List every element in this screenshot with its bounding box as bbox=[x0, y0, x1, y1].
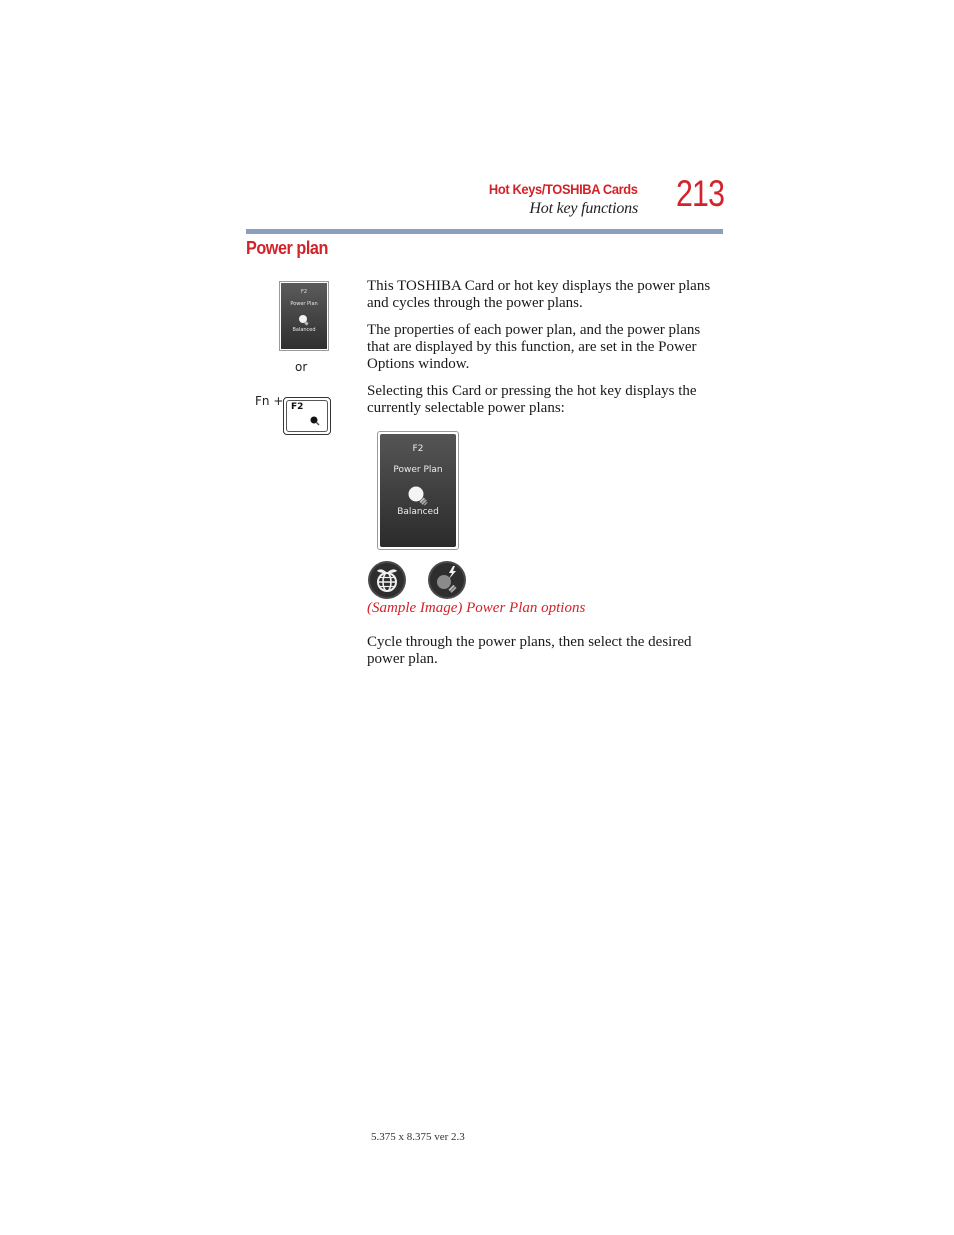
f2-key-image bbox=[283, 397, 331, 435]
fn-label: Fn + bbox=[255, 394, 284, 408]
bulb-icon bbox=[407, 485, 429, 507]
figure-caption: (Sample Image) Power Plan options bbox=[367, 600, 586, 616]
power-plan-card-thumbnail bbox=[279, 281, 329, 351]
high-performance-bulb-icon bbox=[427, 560, 467, 600]
footer-version: 5.375 x 8.375 ver 2.3 bbox=[371, 1131, 465, 1143]
eco-globe-icon bbox=[367, 560, 407, 600]
card-key-label: F2 bbox=[300, 289, 308, 295]
bulb-icon bbox=[309, 415, 321, 427]
paragraph-closing: Cycle through the power plans, then select the desired power plan. bbox=[367, 634, 692, 667]
section-title: Power plan bbox=[246, 238, 328, 258]
bulb-icon bbox=[298, 314, 310, 326]
header-rule bbox=[246, 229, 723, 234]
page-number: 213 bbox=[676, 173, 725, 214]
card-mode: Balanced bbox=[292, 327, 316, 333]
card-title: Power Plan bbox=[290, 301, 318, 307]
card-key-label: F2 bbox=[412, 444, 424, 454]
paragraph-intro: This TOSHIBA Card or hot key displays the power plans and cycles through the power plans. bbox=[367, 278, 711, 311]
paragraph-properties: The properties of each power plan, and the power plans that are displayed by this function, are set in the Power Options window. bbox=[367, 322, 701, 372]
running-header-subsection: Hot key functions bbox=[529, 200, 638, 217]
paragraph-selecting: Selecting this Card or pressing the hot key displays the currently selectable power plans: bbox=[367, 383, 697, 416]
card-title: Power Plan bbox=[393, 465, 443, 475]
or-label: or bbox=[295, 360, 308, 374]
running-header-section: Hot Keys/TOSHIBA Cards bbox=[489, 181, 638, 197]
key-label: F2 bbox=[291, 402, 304, 412]
card-mode: Balanced bbox=[397, 507, 439, 517]
power-plan-card-sample bbox=[377, 431, 459, 550]
